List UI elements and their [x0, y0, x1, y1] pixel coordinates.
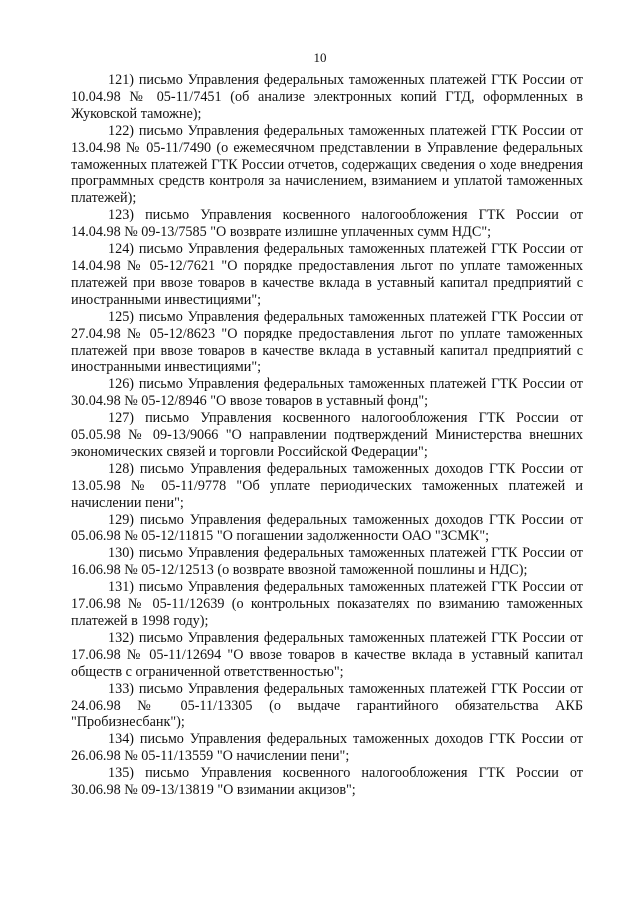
list-item: 124) письмо Управления федеральных таможенных платежей ГТК России от 14.04.98 № 05-12/7621 "О порядке предоставления льгот по уплате таможенных платежей при ввозе товаров в качестве вклада в уставный капитал предприятий с иностранными инвестициями"; — [71, 241, 583, 308]
list-item: 121) письмо Управления федеральных таможенных платежей ГТК России от 10.04.98 № 05-11/7451 (об анализе электронных копий ГТД, оформленных в Жуковской таможне); — [71, 72, 583, 122]
list-item: 128) письмо Управления федеральных таможенных доходов ГТК России от 13.05.98 № 05-11/9778 "Об уплате периодических таможенных платежей и начислении пени"; — [71, 460, 583, 511]
list-item: 123) письмо Управления косвенного налогообложения ГТК России от 14.04.98 № 09-13/7585 "О возврате излишне уплаченных сумм НДС"; — [71, 207, 583, 241]
list-item: 122) письмо Управления федеральных таможенных платежей ГТК России от 13.04.98 № 05-11/7490 (о ежемесячном представлении в Управление федеральных таможенных платежей ГТК России отчетов, содержащих сведения о ходе внедрения программных средств контроля за начислением, взиманием и уплатой таможенных платежей); — [71, 122, 583, 207]
list-item: 134) письмо Управления федеральных таможенных доходов ГТК России от 26.06.98 № 05-11/13559 "О начислении пени"; — [71, 731, 583, 765]
list-item: 135) письмо Управления косвенного налогообложения ГТК России от 30.06.98 № 09-13/13819 "О взимании акцизов"; — [71, 765, 583, 799]
list-item: 131) письмо Управления федеральных таможенных платежей ГТК России от 17.06.98 № 05-11/12639 (о контрольных показателях по взиманию таможенных платежей в 1998 году); — [71, 579, 583, 629]
document-list — [71, 72, 583, 799]
list-item: 126) письмо Управления федеральных таможенных платежей ГТК России от 30.04.98 № 05-12/8946 "О ввозе товаров в уставный фонд"; — [71, 376, 583, 410]
list-item: 129) письмо Управления федеральных таможенных доходов ГТК России от 05.06.98 № 05-12/11815 "О погашении задолженности ОАО "ЗСМК"; — [71, 511, 583, 545]
page-number: 10 — [313, 50, 327, 65]
list-item: 125) письмо Управления федеральных таможенных платежей ГТК России от 27.04.98 № 05-12/8623 "О порядке предоставления льгот по уплате таможенных платежей при ввозе товаров в качестве вклада в уставный капитал предприятий с иностранными инвестициями"; — [71, 308, 583, 376]
list-item: 130) письмо Управления федеральных таможенных платежей ГТК России от 16.06.98 № 05-12/12513 (о возврате ввозной таможенной пошлины и НДС); — [71, 545, 583, 579]
list-item: 133) письмо Управления федеральных таможенных платежей ГТК России от 24.06.98 № 05-11/13305 (о выдаче гарантийного обязательства АКБ "Пробизнесбанк"); — [71, 680, 583, 731]
list-item: 132) письмо Управления федеральных таможенных платежей ГТК России от 17.06.98 № 05-11/12694 "О ввозе товаров в качестве вклада в уставный капитал обществ с ограниченной ответственностью"; — [71, 629, 583, 680]
list-item: 127) письмо Управления косвенного налогообложения ГТК России от 05.05.98 № 09-13/9066 "О направлении подтверждений Министерства внешних экономических связей и торговли Российской Федерации"; — [71, 410, 583, 460]
